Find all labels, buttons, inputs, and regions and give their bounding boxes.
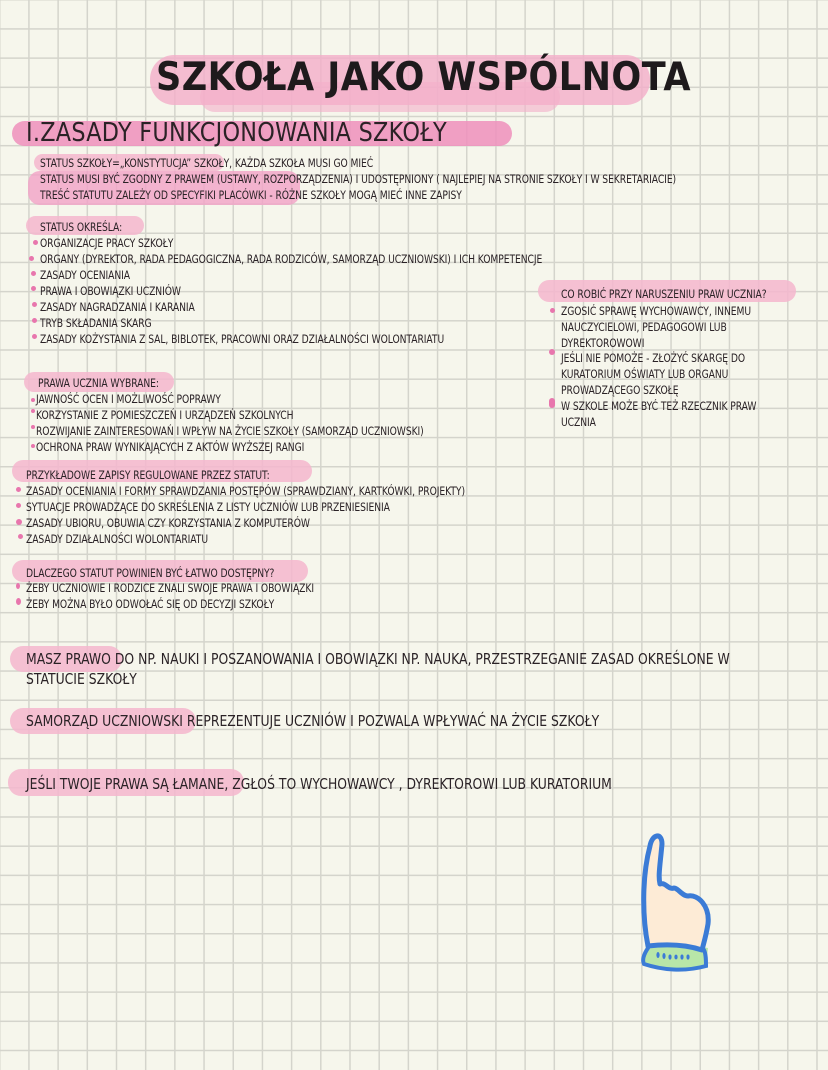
list-item: TRYB SKŁADANIA SKARG <box>40 316 152 330</box>
intro-line-3: TREŚĆ STATUTU ZALEŻY OD SPECYFIKI PLACÓWKI - RÓŻNE SZKOŁY MOGĄ MIEĆ INNE ZAPISY <box>40 188 462 202</box>
masz-prawo-text: DO NP. NAUKI I POSZANOWANIA I OBOWIĄZKI NP. NAUKA, PRZESTRZEGANIE ZASAD OKREŚLONE W <box>110 650 730 668</box>
bullet-icon <box>31 271 36 276</box>
naruszenie-item-3-line-1: W SZKOLE MOŻE BYĆ TEŻ RZECZNIK PRAW <box>561 399 757 413</box>
naruszenie-item-1-line-2: NAUCZYCIELOWI, PEDAGOGOWI LUB <box>561 320 727 334</box>
bullet-icon <box>16 487 21 492</box>
samorzad-highlight-text: SAMORZĄD UCZNIOWSKI <box>26 712 183 730</box>
list-item: ORGANIZACJE PRACY SZKOŁY <box>40 236 174 250</box>
list-item: ZASADY OCENIANIA I FORMY SPRAWDZANIA POSTĘPÓW (SPRAWDZIANY, KARTKÓWKI, PROJEKTY) <box>26 484 465 498</box>
bullet-icon <box>29 256 34 261</box>
bullet-icon <box>33 240 38 245</box>
list-item: ZASADY NAGRADZANIA I KARANIA <box>40 300 195 314</box>
masz-prawo-highlight-text: MASZ PRAWO <box>26 650 111 668</box>
list-item: OCHRONA PRAW WYNIKAJĄCYCH Z AKTÓW WYŻSZEJ RANGI <box>36 440 305 454</box>
bullet-icon <box>32 318 37 323</box>
bullet-icon <box>31 286 36 291</box>
list-item: JAWNOŚĆ OCEN I MOŻLIWOŚĆ POPRAWY <box>36 392 221 406</box>
list-item: PRAWA I OBOWIĄZKI UCZNIÓW <box>40 284 181 298</box>
bullet-icon <box>16 583 20 589</box>
bullet-icon <box>31 425 35 429</box>
bullet-icon <box>16 519 22 525</box>
bullet-icon <box>549 349 555 355</box>
bullet-icon <box>18 534 23 539</box>
naruszenie-heading: CO ROBIĆ PRZY NARUSZENIU PRAW UCZNIA? <box>561 287 767 301</box>
lamane-line <box>26 774 612 794</box>
intro-line-2: STATUS MUSI BYĆ ZGODNY Z PRAWEM (USTAWY, ROZPORZĄDZENIA) I UDOSTĘPNIONY ( NAJLEPIEJ NA STRONIE SZKOŁY I W SEKRETARIACIE) <box>40 172 677 186</box>
bullet-icon <box>16 503 21 508</box>
samorzad-line <box>26 711 599 731</box>
bullet-icon <box>32 334 37 339</box>
lamane-text: , ZGŁOŚ TO WYCHOWAWCY , DYREKTOROWI LUB KURATORIUM <box>224 775 612 793</box>
bullet-icon <box>31 398 35 402</box>
list-item: ZASADY OCENIANIA <box>40 268 131 282</box>
samorzad-text: REPREZENTUJE UCZNIÓW I POZWALA WPŁYWAĆ NA ŻYCIE SZKOŁY <box>182 712 600 730</box>
naruszenie-item-1-line-3: DYREKTOROWOWI <box>561 336 645 350</box>
pointing-hand-icon <box>632 826 722 976</box>
list-item: ORGANY (DYREKTOR, RADA PEDAGOGICZNA, RADA RODZICÓW, SAMORZĄD UCZNIOWSKI) I ICH KOMPETENCJE <box>40 252 543 266</box>
intro-line-1: STATUS SZKOŁY=„KONSTYTUCJA” SZKOŁY, KAŻDA SZKOŁA MUSI GO MIEĆ <box>40 156 374 170</box>
naruszenie-item-2-line-2: KURATORIUM OŚWIATY LUB ORGANU <box>561 367 729 381</box>
bullet-icon <box>549 398 555 408</box>
masz-prawo-line-2: STATUCIE SZKOŁY <box>26 670 137 688</box>
page-title: SZKOŁA JAKO WSPÓLNOTA <box>156 55 691 100</box>
list-item: ŻEBY UCZNIOWIE I RODZICE ZNALI SWOJE PRAWA I OBOWIĄZKI <box>26 581 314 595</box>
section-heading: I.ZASADY FUNKCJONOWANIA SZKOŁY <box>26 118 447 148</box>
list-item: SYTUACJE PROWADZĄCE DO SKREŚLENIA Z LISTY UCZNIÓW LUB PRZENIESIENIA <box>26 500 390 514</box>
bullet-icon <box>32 302 37 307</box>
bullet-icon <box>16 598 21 605</box>
list-item: ŻEBY MOŻNA BYŁO ODWOŁAĆ SIĘ OD DECYZJI SZKOŁY <box>26 597 275 611</box>
list-item: ZASADY KOŻYSTANIA Z SAL, BIBLOTEK, PRACOWNI ORAZ DZIAŁALNOŚCI WOLONTARIATU <box>40 332 445 346</box>
dostepny-heading: DLACZEGO STATUT POWINIEN BYĆ ŁATWO DOSTĘPNY? <box>26 566 275 580</box>
list-item: KORZYSTANIE Z POMIESZCZEŃ I URZĄDZEŃ SZKOLNYCH <box>36 408 294 422</box>
naruszenie-item-2-line-3: PROWADZĄCEGO SZKOŁĘ <box>561 383 679 397</box>
list-item: ZASADY DZIAŁALNOŚCI WOLONTARIATU <box>26 532 208 546</box>
list-item: ROZWIJANIE ZAINTERESOWAŃ I WPŁYW NA ŻYCIE SZKOŁY (SAMORZĄD UCZNIOWSKI) <box>36 424 424 438</box>
masz-prawo-line-1 <box>26 649 730 669</box>
prawa-ucznia-heading: PRAWA UCZNIA WYBRANE: <box>38 376 159 390</box>
bullet-icon <box>31 409 35 413</box>
status-okresla-heading: STATUS OKREŚLA: <box>40 220 123 234</box>
bullet-icon <box>550 308 555 313</box>
naruszenie-item-3-line-2: UCZNIA <box>561 415 596 429</box>
lamane-highlight-text: JEŚLI TWOJE PRAWA SĄ ŁAMANE <box>26 775 225 793</box>
bullet-icon <box>31 444 35 448</box>
zapisy-heading: PRZYKŁADOWE ZAPISY REGULOWANE PRZEZ STATUT: <box>26 468 270 482</box>
list-item: ZASADY UBIORU, OBUWIA CZY KORZYSTANIA Z KOMPUTERÓW <box>26 516 310 530</box>
naruszenie-item-1-line-1: ZGOSIĆ SPRAWĘ WYCHOWAWCY, INNEMU <box>561 304 752 318</box>
naruszenie-item-2-line-1: JEŚLI NIE POMOŻE - ZŁOŻYĆ SKARGĘ DO <box>561 351 745 365</box>
